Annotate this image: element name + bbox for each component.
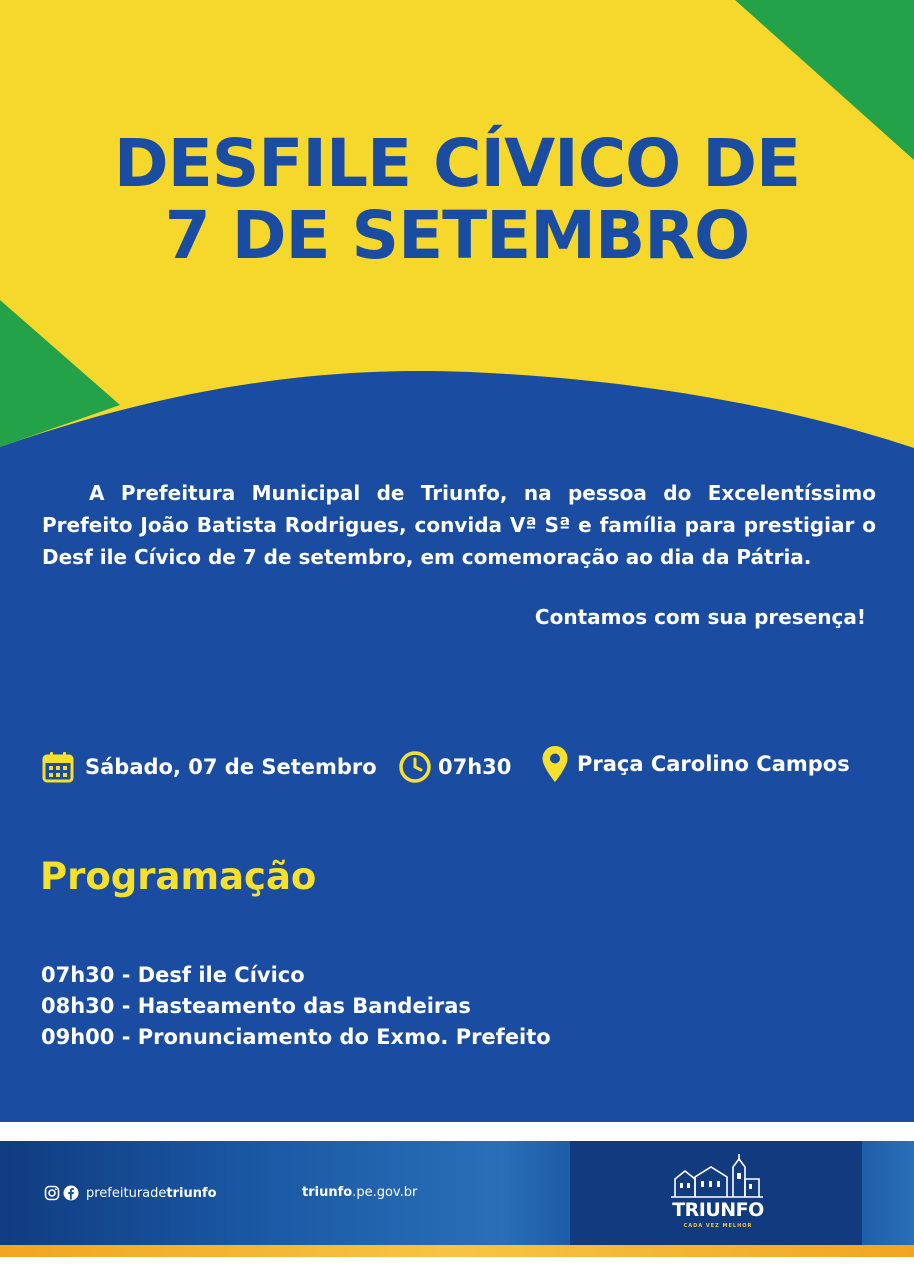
calendar-icon [41, 750, 75, 784]
site-bold: triunfo [302, 1185, 353, 1200]
social-handle-text [86, 1186, 217, 1201]
program-item: 09h00 - Pronunciamento do Exmo. Prefeito [41, 1025, 551, 1049]
program-item: 08h30 - Hasteamento das Bandeiras [41, 994, 471, 1018]
event-title [0, 125, 914, 274]
footer-gold-stripe [0, 1245, 914, 1257]
program-heading: Programação [40, 855, 317, 898]
logo-wordmark: TRIUNFO [672, 1199, 764, 1221]
title-line-2: 7 DE SETEMBRO [164, 197, 750, 274]
website-link[interactable] [302, 1182, 417, 1204]
event-place-text: Praça Carolino Campos [577, 752, 850, 776]
white-separator [0, 1122, 914, 1141]
site-rest: .pe.gov.br [352, 1185, 418, 1200]
event-time [398, 747, 511, 787]
social-handle[interactable] [44, 1182, 217, 1204]
event-time-text: 07h30 [438, 755, 512, 779]
footer-right-strip [862, 1141, 914, 1245]
event-date-text: Sábado, 07 de Setembro [85, 755, 377, 779]
handle-prefix: prefeiturade [86, 1185, 167, 1201]
location-pin-icon [541, 745, 569, 783]
event-place [541, 744, 850, 784]
invitation-paragraph: A Prefeitura Municipal de Triunfo, na pessoa do Excelentíssimo Prefeito João Batista Rodrigues, convida Vª Sª e família para prestigiar o Desf ile Cívico de 7 de setembro, em comemoração ao dia da Pátria. [42, 481, 876, 569]
program-list [41, 960, 551, 1053]
facebook-icon[interactable] [63, 1185, 79, 1201]
event-date [41, 747, 377, 787]
handle-bold: triunfo [166, 1185, 217, 1201]
triunfo-logo [663, 1153, 773, 1239]
clock-icon [398, 750, 432, 784]
town-skyline-icon [663, 1153, 773, 1199]
title-line-1: DESFILE CÍVICO DE [113, 125, 801, 202]
instagram-icon[interactable] [44, 1185, 60, 1201]
logo-tagline: CADA VEZ MELHOR [683, 1223, 753, 1229]
closing-text: Contamos com sua presença! [534, 605, 866, 629]
program-item: 07h30 - Desf ile Cívico [41, 963, 305, 987]
